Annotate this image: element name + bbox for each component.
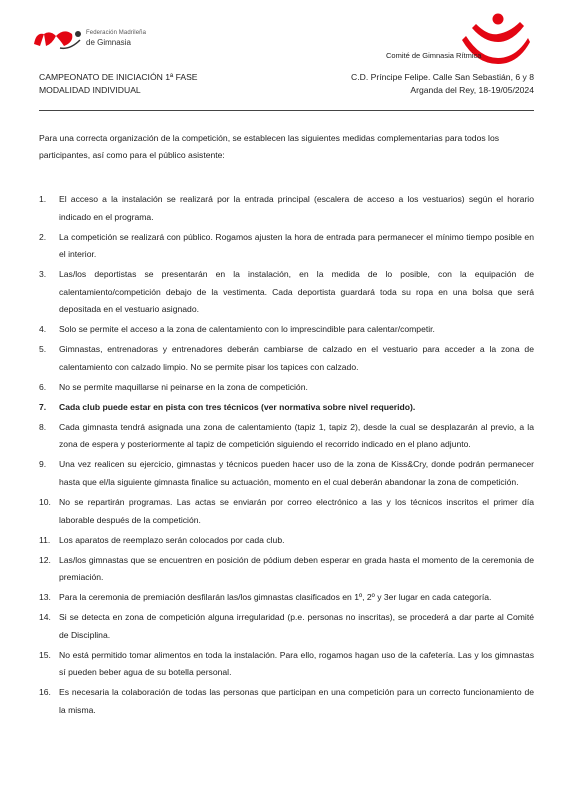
rule-number: 9. bbox=[39, 459, 47, 470]
rule-text: Gimnastas, entrenadoras y entrenadores deberán cambiarse de calzado en el vestuario para acceder a la zona de calentamiento con calzado limpio. No se permite pisar los tapices con calzado. bbox=[59, 344, 534, 372]
rule-item bbox=[39, 532, 534, 550]
intro-paragraph: Para una correcta organización de la competición, se establecen las siguientes medidas complementarias para todos los participantes, así como para el público asistente: bbox=[39, 133, 500, 160]
rule-item bbox=[39, 419, 534, 454]
rule-item bbox=[39, 229, 534, 264]
event-venue: C.D. Príncipe Felipe. Calle San Sebastián, 6 y 8 bbox=[351, 72, 534, 82]
rule-number: 15. bbox=[39, 649, 51, 660]
rule-number: 16. bbox=[39, 687, 51, 698]
rule-number: 7. bbox=[39, 401, 47, 412]
event-modality: MODALIDAD INDIVIDUAL bbox=[39, 84, 141, 95]
rule-item bbox=[39, 609, 534, 644]
rule-text: La competición se realizará con público. Rogamos ajusten la hora de entrada para permanecer el mínimo tiempo posible en el interior. bbox=[59, 231, 534, 260]
rule-item bbox=[39, 191, 534, 226]
event-title: CAMPEONATO DE INICIACIÓN 1ª FASE bbox=[39, 72, 198, 82]
rule-item bbox=[39, 266, 534, 319]
event-date-location: Arganda del Rey, 18-19/05/2024 bbox=[410, 84, 534, 95]
header-divider bbox=[39, 110, 534, 111]
rule-number: 11. bbox=[39, 534, 51, 545]
rule-text: Los aparatos de reemplazo serán colocados por cada club. bbox=[59, 534, 285, 545]
rule-text: Las/los deportistas se presentarán en la instalación, en la medida de lo posible, con la equipación de calentamiento/competición debajo de la vestimenta. Cada deportista guardará toda su ropa en una bolsa que será depositada en el vestuario asignado. bbox=[59, 269, 534, 315]
rule-item bbox=[39, 647, 534, 682]
rule-number: 2. bbox=[39, 231, 47, 242]
rule-number: 12. bbox=[39, 554, 51, 565]
rule-text: Si se detecta en zona de competición alguna irregularidad (p.e. personas no inscritas), se procederá a dar parte al Comité de Disciplina. bbox=[59, 612, 534, 640]
rules-list bbox=[39, 191, 534, 722]
rule-text: Una vez realicen su ejercicio, gimnastas y técnicos pueden hacer uso de la zona de Kiss&Cry, donde podrán permanecer hasta que el/la siguiente gimnasta finalice su actuación, momento en el cual deberán abandonar la zona de competición. bbox=[59, 459, 534, 488]
federation-name-line1: Federación Madrileña bbox=[86, 30, 147, 36]
rule-text: Las/los gimnastas que se encuentren en posición de pódium deben esperar en grada hasta el momento de la ceremonia de premiación. bbox=[59, 554, 534, 583]
event-title-block bbox=[39, 71, 198, 96]
rule-item bbox=[39, 684, 534, 719]
rule-number: 8. bbox=[39, 421, 47, 432]
rule-number: 13. bbox=[39, 592, 51, 603]
rule-text: Cada club puede estar en pista con tres técnicos (ver normativa sobre nivel requerido). bbox=[59, 401, 416, 412]
rule-text: Cada gimnasta tendrá asignada una zona de calentamiento (tapiz 1, tapiz 2), desde la cual se desplazarán al previo, a la zona de espera y posteriormente al tapiz de competición siguiendo el recorrido indicado en el plano adjunto. bbox=[59, 421, 534, 450]
rule-item bbox=[39, 456, 534, 491]
rule-item bbox=[39, 589, 534, 607]
rule-item bbox=[39, 399, 534, 417]
rule-number: 14. bbox=[39, 612, 51, 623]
rule-text: Solo se permite el acceso a la zona de calentamiento con lo imprescindible para calentar/competir. bbox=[59, 324, 435, 335]
rule-number: 6. bbox=[39, 381, 47, 392]
rule-item bbox=[39, 379, 534, 397]
rule-number: 10. bbox=[39, 497, 51, 508]
rule-text: Es necesaria la colaboración de todas las personas que participan en una competición para un correcto funcionamiento de la misma. bbox=[59, 687, 534, 715]
rule-item bbox=[39, 341, 534, 376]
federation-name-line2: de Gimnasia bbox=[86, 38, 131, 47]
event-venue-block bbox=[351, 71, 534, 96]
rule-number: 3. bbox=[39, 269, 47, 280]
rule-text: No está permitido tomar alimentos en toda la instalación. Para ello, rogamos hagan uso de la cafetería. Las y los gimnastas sí pueden beber agua de su botella personal. bbox=[59, 649, 534, 678]
rule-number: 4. bbox=[39, 324, 47, 335]
rule-item bbox=[39, 552, 534, 587]
rule-text: No se permite maquillarse ni peinarse en la zona de competición. bbox=[59, 381, 308, 392]
rule-number: 5. bbox=[39, 344, 47, 355]
committee-name: Comité de Gimnasia Rítmica bbox=[386, 51, 482, 60]
rule-text: No se repartirán programas. Las actas se enviarán por correo electrónico a las y los técnicos inscritos el primer día laborable después de la competición. bbox=[59, 497, 534, 525]
rule-number: 1. bbox=[39, 194, 47, 204]
rule-text: El acceso a la instalación se realizará por la entrada principal (escalera de acceso a los vestuarios) según el horario indicado en el programa. bbox=[59, 194, 534, 222]
rule-item bbox=[39, 494, 534, 529]
rule-text: Para la ceremonia de premiación desfilarán las/los gimnastas clasificados en 1º, 2º y 3er lugar en cada categoría. bbox=[59, 592, 492, 603]
federation-logo-icon bbox=[30, 26, 90, 52]
rule-item bbox=[39, 321, 534, 339]
